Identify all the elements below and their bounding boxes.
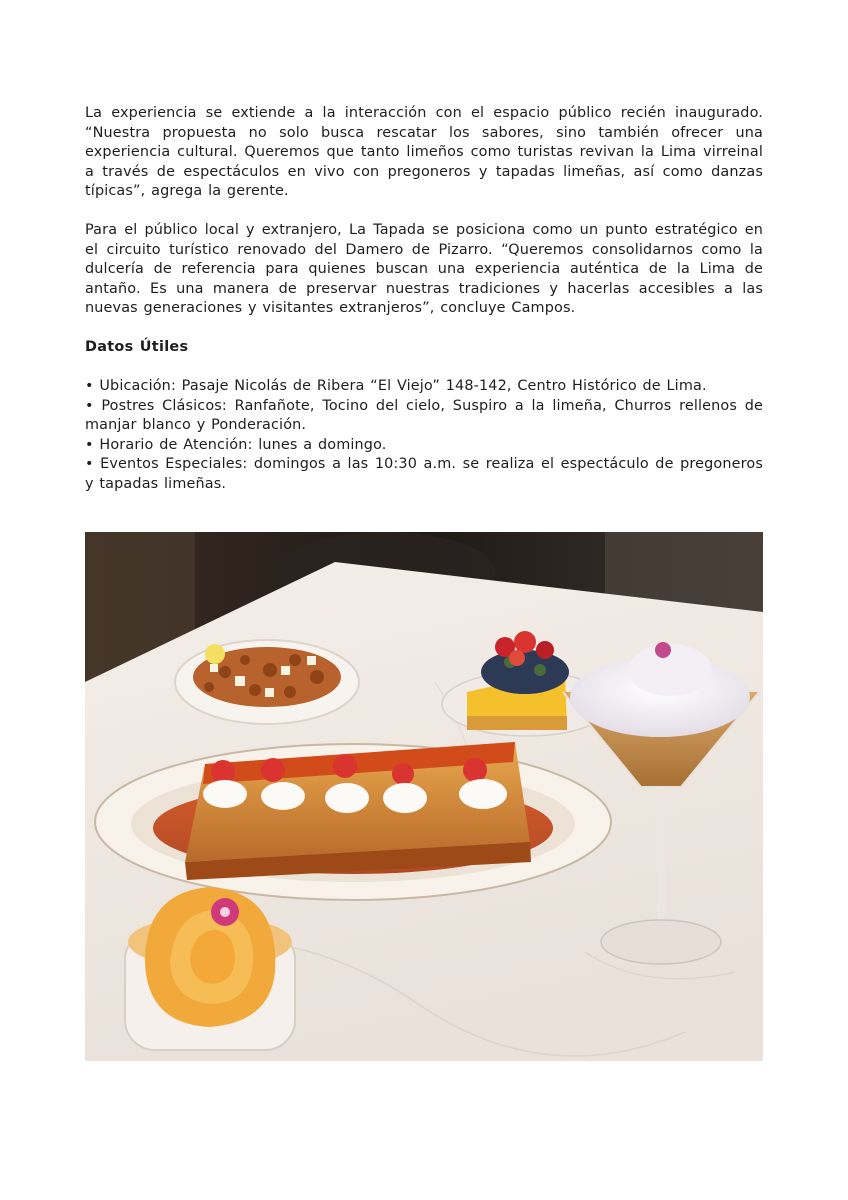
section-heading: Datos Útiles	[85, 339, 189, 355]
paragraph-2: Para el público local y extranjero, La Tapada se posiciona como un punto estratégico en el circuito turístico renovado del Damero de Pizarro. “Queremos consolidarnos como la dulcería de referencia para quienes buscan una experiencia auténtica de la Lima de antaño. Es una manera de preservar nuestras tradiciones y hacerlas accesibles a las nuevas generaciones y visitantes extranjeros”, concluye Campos.	[85, 222, 763, 316]
bullet-list	[85, 377, 763, 494]
bullet-item-events: • Eventos Especiales: domingos a las 10:30 a.m. se realiza el espectáculo de pregoneros y tapadas limeñas.	[85, 456, 763, 492]
document-body	[85, 104, 763, 494]
bullet-item-hours: • Horario de Atención: lunes a domingo.	[85, 436, 387, 453]
dessert-photo	[85, 532, 763, 1061]
paragraph-1: La experiencia se extiende a la interacción con el espacio público recién inaugurado. “Nuestra propuesta no solo busca rescatar los sabores, sino también ofrecer una experiencia cultural. Queremos que tanto limeños como turistas revivan la Lima virreinal a través de espectáculos en vivo con pregoneros y tapadas limeñas, así como danzas típicas”, agrega la gerente.	[85, 105, 763, 199]
bullet-item-desserts: • Postres Clásicos: Ranfañote, Tocino del cielo, Suspiro a la limeña, Churros rellenos de manjar blanco y Ponderación.	[85, 397, 763, 433]
bullet-item-location: • Ubicación: Pasaje Nicolás de Ribera “El Viejo” 148-142, Centro Histórico de Lima.	[85, 378, 707, 394]
